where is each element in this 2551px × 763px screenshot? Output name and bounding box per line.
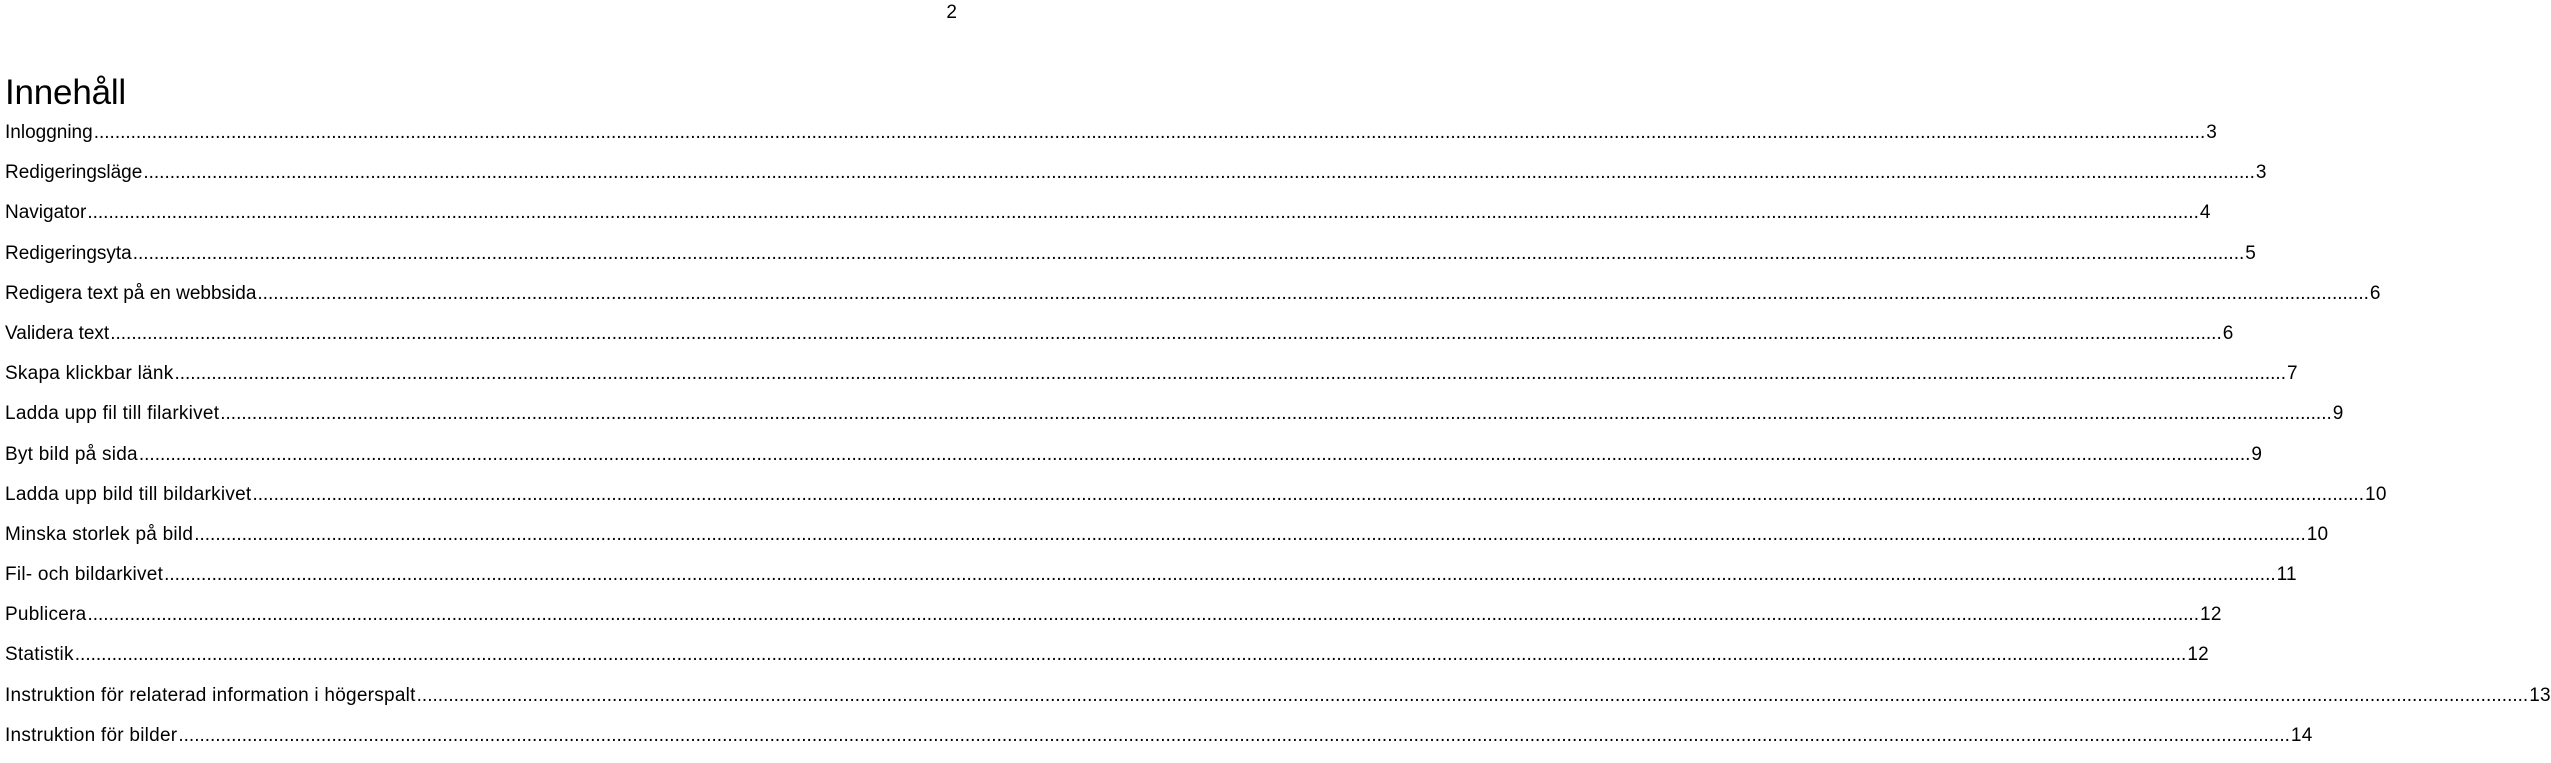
toc-entry-page: 13 [2529,684,2551,706]
toc-entry-label: Ladda upp bild till bildarkivet [5,483,252,505]
dot-leader: ................................................................................................................................................................................................................................................................................................................................................................................................................ [143,162,2255,184]
dot-leader: ................................................................................................................................................................................................................................................................................................................................................................................................................ [87,202,2199,224]
toc-entry[interactable] [5,562,2297,602]
toc-entry[interactable] [5,120,2217,160]
toc-entry-page: 10 [2365,483,2387,505]
toc-entry[interactable] [5,442,2263,482]
toc-entry-page: 6 [2369,282,2381,304]
dot-leader: ................................................................................................................................................................................................................................................................................................................................................................................................................ [93,122,2206,143]
toc-entry-label: Minska storlek på bild [5,523,194,545]
toc-entry[interactable] [5,281,2381,321]
toc-entry[interactable] [5,482,2387,522]
toc-entry[interactable] [5,361,2298,401]
toc-entry-page: 10 [2306,523,2329,545]
toc-entry-page: 5 [2245,242,2256,264]
toc-entry[interactable] [5,241,2256,281]
toc-entry-page: 7 [2286,363,2298,385]
toc-entry[interactable] [5,723,2313,763]
toc-entry-page: 9 [2251,443,2263,465]
toc-entry-page: 6 [2222,322,2234,344]
toc-entry[interactable] [5,522,2329,562]
toc-entry-page: 9 [2332,403,2344,425]
toc-entry-label: Statistik [5,644,74,666]
toc-entry-label: Inloggning [5,122,93,143]
toc-entry-label: Redigeringsyta [5,242,132,264]
toc-entry-page: 14 [2290,724,2313,746]
page-number: 2 [946,2,957,23]
toc-entry-label: Byt bild på sida [5,443,138,465]
toc-entry-label: Navigator [5,202,87,224]
toc-title: Innehåll [5,73,127,112]
dot-leader: ................................................................................................................................................................................................................................................................................................................................................................................................................ [87,604,2199,626]
toc-entry-page: 4 [2199,202,2211,224]
toc-entry[interactable] [5,683,2551,723]
toc-entry-page: 12 [2187,644,2209,666]
toc-entry-page: 12 [2200,604,2222,626]
dot-leader: ................................................................................................................................................................................................................................................................................................................................................................................................................ [220,403,2332,425]
toc-entry[interactable] [5,401,2344,441]
toc-entry-label: Fil- och bildarkivet [5,564,164,586]
dot-leader: ................................................................................................................................................................................................................................................................................................................................................................................................................ [164,564,2276,586]
toc-entry[interactable] [5,602,2222,642]
toc-entry-label: Instruktion för relaterad information i högerspalt [5,684,416,706]
toc-entry-label: Publicera [5,604,87,626]
dot-leader: ................................................................................................................................................................................................................................................................................................................................................................................................................ [178,724,2290,746]
toc-entry-label: Skapa klickbar länk [5,363,174,385]
dot-leader: ................................................................................................................................................................................................................................................................................................................................................................................................................ [174,363,2286,385]
toc-entry-label: Redigera text på en webbsida [5,282,257,304]
toc-entry[interactable] [5,321,2234,361]
toc-entry[interactable] [5,160,2267,200]
toc-entry-page: 3 [2206,122,2217,143]
toc-entry-label: Redigeringsläge [5,162,143,184]
dot-leader: ................................................................................................................................................................................................................................................................................................................................................................................................................ [194,523,2306,545]
toc-entry[interactable] [5,200,2211,240]
toc-entry-label: Validera text [5,322,110,344]
toc-entry[interactable] [5,642,2209,682]
toc-entry-page: 3 [2255,162,2267,184]
dot-leader: ................................................................................................................................................................................................................................................................................................................................................................................................................ [138,443,2251,465]
dot-leader: ................................................................................................................................................................................................................................................................................................................................................................................................................ [74,644,2187,666]
toc-entry-label: Instruktion för bilder [5,724,178,746]
dot-leader: ................................................................................................................................................................................................................................................................................................................................................................................................................ [110,322,2222,344]
table-of-contents [5,120,2551,763]
toc-entry-label: Ladda upp fil till filarkivet [5,403,220,425]
dot-leader: ................................................................................................................................................................................................................................................................................................................................................................................................................ [252,483,2364,505]
toc-entry-page: 11 [2276,564,2297,586]
dot-leader: ................................................................................................................................................................................................................................................................................................................................................................................................................ [416,684,2529,706]
dot-leader: ................................................................................................................................................................................................................................................................................................................................................................................................................ [132,242,2245,264]
dot-leader: ................................................................................................................................................................................................................................................................................................................................................................................................................ [257,282,2369,304]
